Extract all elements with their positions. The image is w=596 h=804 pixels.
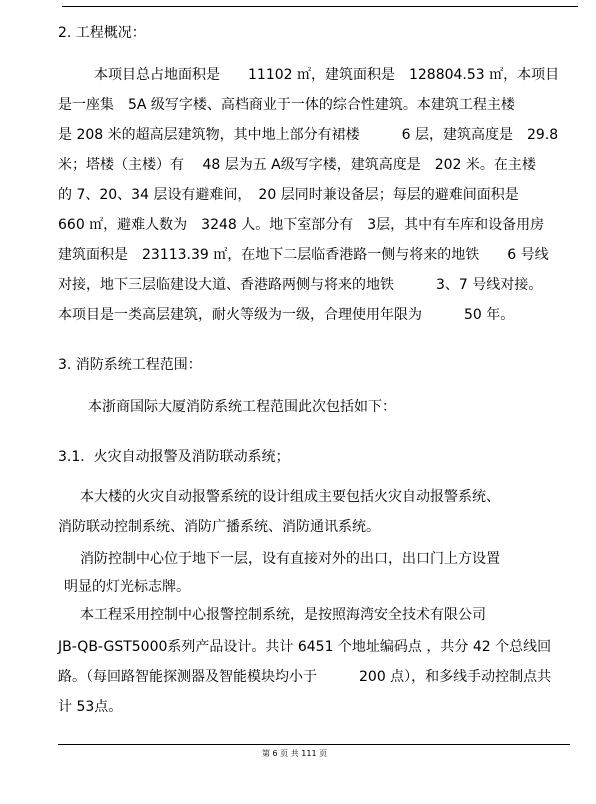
paragraph-line: JB-QB-GST5000系列产品设计。共计 6451 个地址编码点 ，共分 42 个总线回 (58, 639, 552, 655)
paragraph-line: 是一座集 5A 级写字楼、高档商业于一体的综合性建筑。本建筑工程主楼 (58, 97, 515, 113)
paragraph-line: 明显的灯光标志牌。 (64, 579, 190, 595)
paragraph-line: 计 53点。 (58, 699, 123, 715)
section-heading-2: 2. 工程概况： (58, 25, 146, 41)
section-heading-3-1: 3.1. 火灾自动报警及消防联动系统； (58, 449, 290, 465)
paragraph-line: 本项目总占地面积是 11102 ㎡，建筑面积是 128804.53 ㎡，本项目 (94, 67, 560, 83)
paragraph-line: 米；塔楼（主楼）有 48 层为五 A级写字楼，建筑高度是 202 米。在主楼 (58, 157, 536, 173)
paragraph-line: 路。（每回路智能探测器及智能模块均小于 200 点），和多线手动控制点共 (58, 669, 552, 685)
paragraph-line: 消防联动控制系统、消防广播系统、消防通讯系统。 (58, 519, 380, 535)
header-rule (62, 6, 578, 7)
page-number: 第 6 页 共 111 页 (262, 749, 328, 758)
paragraph-line: 本项目是一类高层建筑，耐火等级为一级，合理使用年限为 50 年。 (58, 307, 515, 323)
paragraph-line: 本大楼的火灾自动报警系统的设计组成主要包括火灾自动报警系统、 (80, 489, 500, 505)
paragraph-line: 的 7、20、34 层设有避难间， 20 层同时兼设备层；每层的避难间面积是 (58, 187, 519, 203)
paragraph-line: 建筑面积是 23113.39 ㎡，在地下二层临香港路一侧与将来的地铁 6 号线 (58, 247, 549, 263)
footer-rule (58, 744, 570, 745)
section-heading-3: 3. 消防系统工程范围： (58, 357, 202, 373)
paragraph-line: 本浙商国际大厦消防系统工程范围此次包括如下： (88, 399, 396, 415)
paragraph-line: 是 208 米的超高层建筑物，其中地上部分有裙楼 6 层，建筑高度是 29.8 (58, 127, 559, 143)
paragraph-line: 本工程采用控制中心报警控制系统，是按照海湾安全技术有限公司 (80, 607, 486, 623)
paragraph-line: 对接，地下三层临建设大道、香港路两侧与将来的地铁 3、7 号线对接。 (58, 277, 543, 293)
paragraph-line: 660 ㎡，避难人数为 3248 人。地下室部分有 3层，其中有车库和设备用房 (58, 217, 545, 233)
paragraph-line: 消防控制中心位于地下一层，设有直接对外的出口，出口门上方设置 (80, 551, 500, 567)
